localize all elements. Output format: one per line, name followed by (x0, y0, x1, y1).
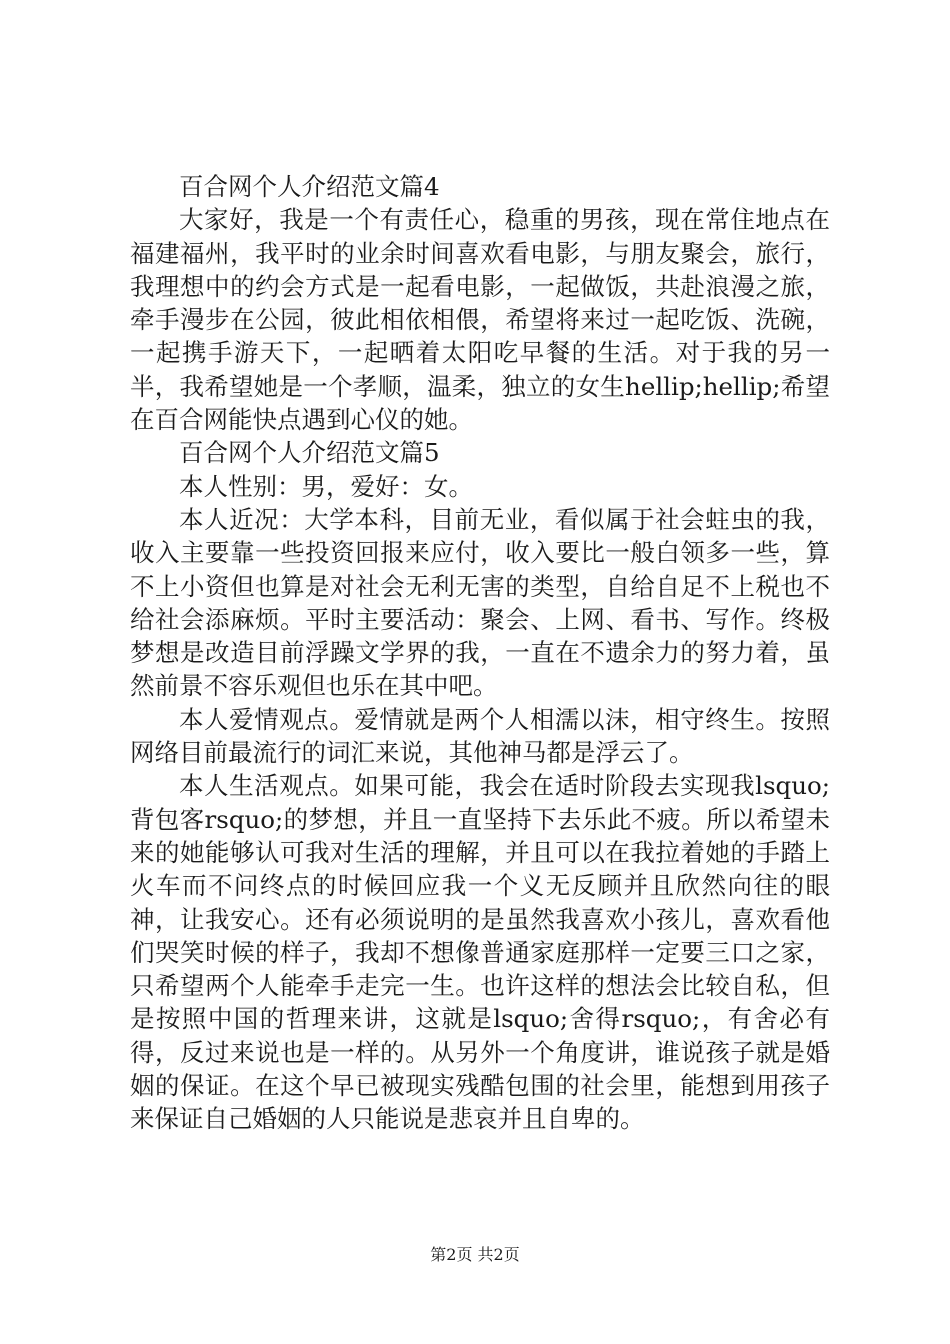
section-heading: 百合网个人介绍范文篇4 (179, 172, 440, 201)
body-paragraph: 本人性别：男，爱好：女。 (179, 471, 473, 501)
body-paragraph: 大家好，我是一个有责任心，稳重的男孩，现在常住地点在福建福州，我平时的业余时间喜欢看电影，与朋友聚会，旅行，我理想中的约会方式是一起看电影，一起做饭，共赴浪漫之旅，牵手漫步在公园，彼此相依相偎，希望将来过一起吃饭、洗碗，一起携手游天下，一起晒着太阳吃早餐的生活。对于我的另一半，我希望她是一个孝顺，温柔，独立的女生hellip;hellip;希望在百合网能快点遇到心仪的她。 (130, 205, 830, 435)
body-paragraph: 本人爱情观点。爱情就是两个人相濡以沫，相守终生。按照网络目前最流行的词汇来说，其他神马都是浮云了。 (130, 704, 830, 768)
section-heading: 百合网个人介绍范文篇5 (179, 438, 440, 468)
document-body (130, 170, 830, 1136)
body-paragraph: 本人生活观点。如果可能，我会在适时阶段去实现我lsquo;背包客rsquo;的梦想，并且一直坚持下去乐此不疲。所以希望未来的她能够认可我对生活的理解，并且可以在我拉着她的手踏上火车而不问终点的时候回应我一个义无反顾并且欣然向往的眼神，让我安心。还有必须说明的是虽然我喜欢小孩儿，喜欢看他们哭笑时候的样子，我却不想像普通家庭那样一定要三口之家，只希望两个人能牵手走完一生。也许这样的想法会比较自私，但是按照中国的哲理来讲，这就是lsquo;舍得rsquo;，有舍必有得，反过来说也是一样的。从另外一个角度讲，谁说孩子就是婚姻的保证。在这个早已被现实残酷包围的社会里，能想到用孩子来保证自己婚姻的人只能说是悲哀并且自卑的。 (130, 771, 830, 1134)
body-paragraph: 本人近况：大学本科，目前无业，看似属于社会蛀虫的我，收入主要靠一些投资回报来应付，收入要比一般白领多一些，算不上小资但也算是对社会无利无害的类型，自给自足不上税也不给社会添麻烦。平时主要活动：聚会、上网、看书、写作。终极梦想是改造目前浮躁文学界的我，一直在不遗余力的努力着，虽然前景不容乐观但也乐在其中吧。 (130, 504, 830, 701)
page-footer: 第2页 共2页 (430, 1245, 520, 1264)
